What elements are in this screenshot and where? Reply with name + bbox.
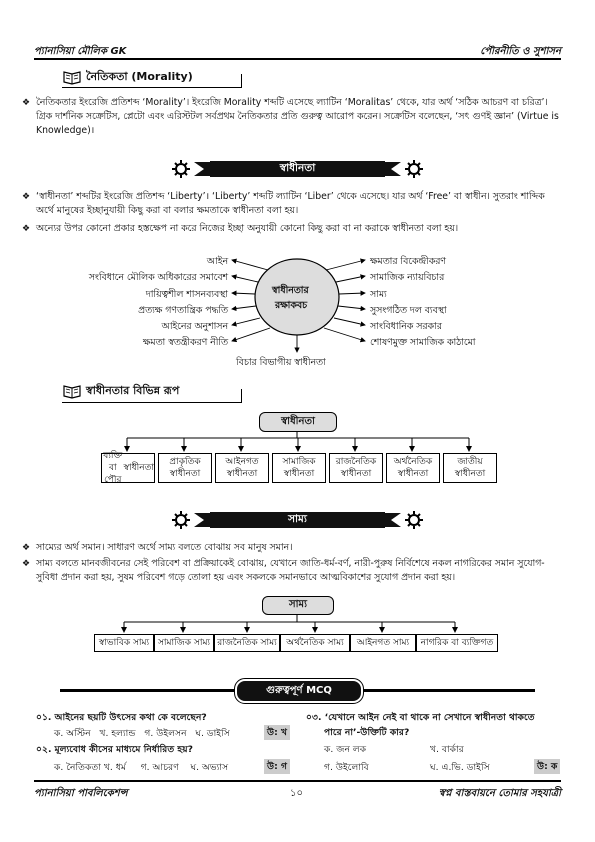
morality-title: নৈতিকতা (Morality) bbox=[86, 69, 193, 83]
safeguard-right-item: ক্ষমতার বিকেন্দ্রীকরণ bbox=[370, 256, 446, 267]
header-right: পৌরনীতি ও সুশাসন bbox=[480, 46, 561, 57]
mcq-answer-1: উ: খ bbox=[264, 725, 290, 740]
equality-paragraph-2: ❖ সাম্য বলতে মানবজীবনের সেই পরিবেশ বা প্রক্রিয়াকেই বোঝায়, যেখানে জাতি-ধর্ম-বর্ণ, নারী-পুরুষ নির্বিশেষে নকল নাগরিকের সমান সুযোগ-সুবিধা প্রদান করা হয়, সুষম পরিবেশ গড়ে তোলা হয় এবং সকলকে সমানভাবে আত্মবিকাশের সুযোগ প্রদান করা হয়। bbox=[22, 558, 545, 583]
mcq-banner-title: গুরুত্বপূর্ণ MCQ bbox=[266, 684, 332, 696]
forms-title: স্বাধীনতার বিভিন্ন রূপ bbox=[86, 383, 180, 397]
forms-item-box: অর্থনৈতিক স্বাধীনতা bbox=[386, 453, 440, 483]
equality-root-box: সাম্য bbox=[262, 596, 334, 615]
safeguard-right-item: শোষণমুক্ত সামাজিক কাঠামো bbox=[370, 337, 476, 348]
bullet-icon: ❖ bbox=[22, 559, 31, 569]
safeguard-center-line2: রক্ষাকবচ bbox=[275, 300, 308, 311]
safeguard-center-line1: স্বাধীনতার bbox=[272, 285, 309, 296]
mcq-option-3c: গ. উইলোবি bbox=[324, 762, 369, 773]
mcq-option-3a: ক. জন লক bbox=[324, 744, 367, 755]
equality-item-box: নাগরিক বা ব্যক্তিগত bbox=[416, 634, 498, 652]
safeguard-left-item: প্রত্যক্ষ গণতান্ত্রিক পদ্ধতি bbox=[138, 305, 228, 316]
mcq-question-2: ০২. মূল্যবোধ কীসের মাধ্যমে নির্ধারিত হয়? bbox=[36, 744, 193, 755]
safeguard-left-item: সংবিধানে মৌলিক অধিকারের সমাবেশ bbox=[88, 272, 228, 283]
page-number: ১০ bbox=[290, 788, 303, 799]
forms-root-box: স্বাধীনতা bbox=[259, 412, 337, 432]
forms-item-box: সামাজিক স্বাধীনতা bbox=[272, 453, 326, 483]
safeguard-bottom-item: বিচার বিভাগীয় স্বাধীনতা bbox=[236, 357, 326, 368]
safeguard-left-item: আইনের অনুশাসন bbox=[161, 321, 228, 332]
bullet-icon: ❖ bbox=[22, 192, 31, 202]
safeguard-right-item: সামাজিক ন্যায়বিচার bbox=[370, 272, 445, 283]
footer-left: প্যানাসিয়া পাবলিকেশন্স bbox=[34, 788, 128, 799]
safeguard-left-item: আইন bbox=[206, 256, 228, 267]
forms-item-box: রাজনৈতিক স্বাধীনতা bbox=[329, 453, 383, 483]
mcq-options-2: ক. নৈতিকতা খ. ধর্ম গ. আচরণ ঘ. অভ্যাস bbox=[54, 762, 229, 773]
mcq-options-1: ক. অস্টিন খ. হল্যান্ড গ. উইলসন ঘ. ডাইসি bbox=[54, 728, 230, 739]
forms-item-box: আইনগত স্বাধীনতা bbox=[215, 453, 269, 483]
mcq-answer-2: উ: গ bbox=[264, 759, 290, 774]
mcq-question-1: ০১. আইনের ছয়টি উৎসের কথা কে বলেছেন? bbox=[36, 712, 207, 723]
mcq-option-3b: খ. বার্কার bbox=[430, 744, 464, 755]
forms-item-box: প্রাকৃতিক স্বাধীনতা bbox=[158, 453, 212, 483]
liberty-paragraph-1: ❖ ‘স্বাধীনতা’ শব্দটির ইংরেজি প্রতিশব্দ ‘Liberty’। ‘Liberty’ শব্দটি ল্যাটিন ‘Liber’ থেকে এসেছে। যার অর্থ ‘Free’ বা স্বাধীন। সুতরাং শাব্দিক অর্থে মানুষের ইচ্ছানুযায়ী কিছু করা বা বলার ক্ষমতাকে স্বাধীনতা বলা হয়। bbox=[22, 191, 545, 216]
equality-paragraph-1: ❖ সাম্যের অর্থ সমান। সাধারণ অর্থে সাম্য বলতে বোঝায় সব মানুষ সমান। bbox=[22, 542, 293, 553]
mcq-answer-3: উ: ক bbox=[534, 759, 560, 774]
forms-item-box: ব্যক্তি বা পৌর স্বাধীনতা bbox=[101, 453, 155, 483]
morality-paragraph: ❖ নৈতিকতার ইংরেজি প্রতিশব্দ ‘Morality’। ইংরেজি Morality শব্দটি এসেছে ল্যাটিন ‘Moralitas’ থেকে, যার অর্থ ‘সঠিক আচরণ বা চরিত্র’। গ্রিক দার্শনিক সক্রেটিস, প্লেটো এবং এরিস্টটল সর্বপ্রথম নৈতিকতার প্রতি গুরুত্ব আরোপ করেন। সক্রেটিস বলেছেন, ‘সৎ গুণই জ্ঞান’ (Virtue is Knowledge)। bbox=[22, 97, 559, 136]
safeguard-left-item: ক্ষমতা স্বতন্ত্রীকরণ নীতি bbox=[142, 337, 228, 348]
bullet-icon: ❖ bbox=[22, 224, 31, 234]
equality-band-title: সাম্য bbox=[210, 512, 385, 528]
equality-item-box: রাজনৈতিক সাম্য bbox=[214, 634, 280, 652]
equality-item-box: আইনগত সাম্য bbox=[350, 634, 416, 652]
safeguard-right-item: সুসংগঠিত দল ব্যবস্থা bbox=[370, 305, 447, 316]
mcq-question-3-line1: ০৩. ‘যেখানে আইন নেই বা থাকে না সেখানে স্বাধীনতা থাকতে bbox=[306, 712, 535, 723]
safeguard-left-item: দায়িত্বশীল শাসনব্যবস্থা bbox=[145, 289, 228, 300]
footer-right: স্বপ্ন বাস্তবায়নে তোমার সহযাত্রী bbox=[438, 788, 561, 799]
safeguard-right-item: সাংবিধানিক সরকার bbox=[370, 321, 442, 332]
safeguard-right-item: সাম্য bbox=[370, 289, 387, 300]
liberty-paragraph-2: ❖ অন্যের উপর কোনো প্রকার হস্তক্ষেপ না করে নিজের ইচ্ছা অনুযায়ী কোনো কিছু করা বা না করাকে স্বাধীনতা বলা হয়। bbox=[22, 223, 459, 234]
mcq-banner bbox=[235, 679, 363, 703]
equality-item-box: সামাজিক সাম্য bbox=[154, 634, 214, 652]
forms-item-box: জাতীয় স্বাধীনতা bbox=[443, 453, 497, 483]
bullet-icon: ❖ bbox=[22, 98, 31, 108]
mcq-question-3-line2: পারে না’-উক্তিটি কার? bbox=[324, 727, 410, 738]
equality-item-box: স্বাভাবিক সাম্য bbox=[94, 634, 154, 652]
mcq-option-3d: ঘ. এ.ভি. ডাইসি bbox=[430, 762, 490, 773]
equality-item-box: অর্থনৈতিক সাম্য bbox=[280, 634, 350, 652]
bullet-icon: ❖ bbox=[22, 543, 31, 553]
liberty-band-title: স্বাধীনতা bbox=[210, 161, 385, 177]
header-left: প্যানাসিয়া মৌলিক GK bbox=[34, 46, 127, 57]
footer-rule bbox=[34, 780, 561, 782]
